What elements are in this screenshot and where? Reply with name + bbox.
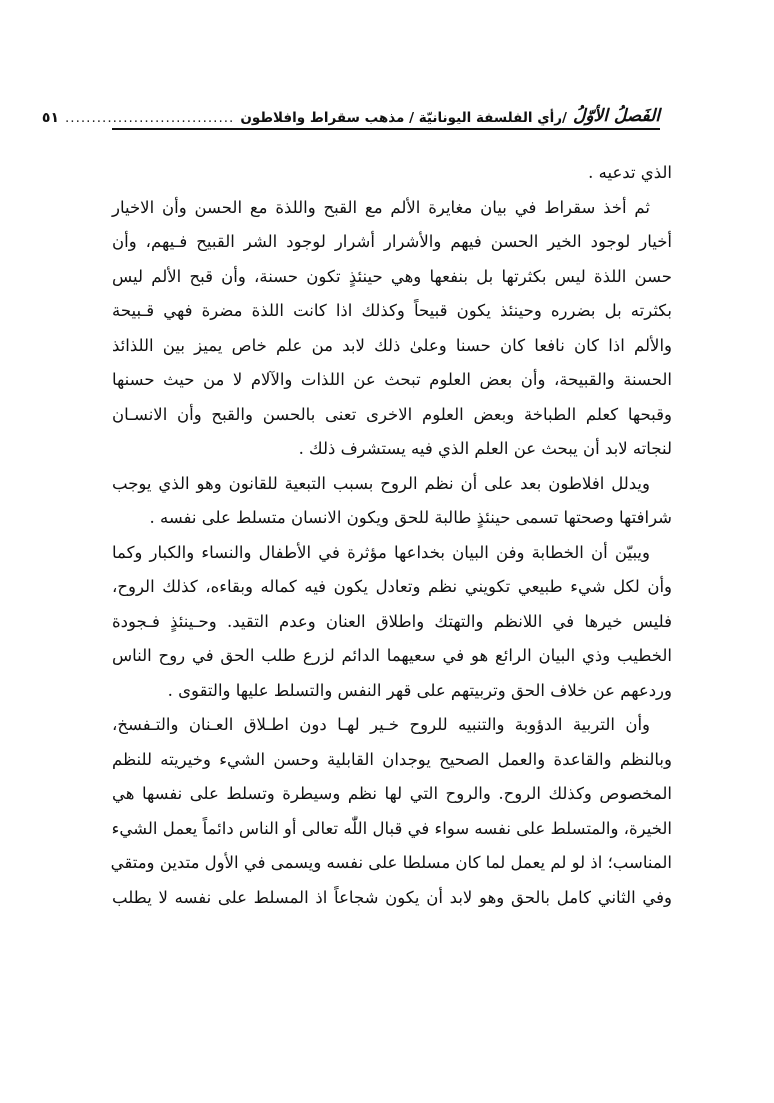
text-line: ويبيّن أن الخطابة وفن البيان بخداعها مؤثرة في الأطفال والنساء والكبار وكما: [112, 542, 650, 562]
text-line: الحسنة والقبيحة، وأن بعض العلوم تبحث عن اللذات والآلام لا من حيث حسنها: [112, 370, 672, 389]
text-line: وبالنظم والقاعدة والعمل الصحيح يوجدان القابلية وحسن الشيء وخيريته للنظم: [112, 749, 672, 769]
text-line: وأن التربية الدؤوبة والتنبيه للروح خـير لهـا دون اطـلاق العـنان والتـفسخ،: [112, 715, 650, 734]
text-line: وقبحها كعلم الطباخة وبعض العلوم الاخرى تعنى بالحسن والقبح وأن الانسـان: [112, 404, 672, 424]
text-line: لنجاته لابد أن يبحث عن العلم الذي فيه يستشرف ذلك .: [298, 439, 672, 458]
text-line: أخيار لوجود الخير الحسن فيهم والأشرار أشرار لوجود الشر القبيح فـيهم، وأن: [112, 232, 672, 251]
running-header: [41, 92, 660, 126]
text-line: شرافتها وصحتها تسمى حينئذٍ طالبة للحق ويكون الانسان متسلط على نفسه .: [149, 508, 672, 527]
text-line: بكثرته بل بضرره وحينئذ يكون قبيحاً وكذلك اذا كانت اللذة مضرة فهي قـبيحة: [112, 301, 672, 320]
header-rule: [112, 128, 660, 130]
text-line: ثم أخذ سقراط في بيان مغايرة الألم مع القبح واللذة مع الحسن وأن الاخيار: [112, 197, 650, 217]
text-line: فليس خيرها في اللانظم والتهتك واطلاق العنان وعدم التقيد. وحـينئذٍ فـجودة: [112, 611, 672, 631]
text-line: وردعهم عن خلاف الحق وتربيتهم على قهر النفس والتسلط عليها والتقوى .: [167, 680, 672, 700]
header-dot-leader: ................................: [65, 110, 235, 126]
text-line: وأن لكل شيء طبيعي تكويني نظم وتعادل يكون فيه كماله وبقاءه، كذلك الروح،: [112, 577, 672, 596]
text-line: وفي الثاني كامل بالحق وهو لابد أن يكون شجاعاً اذ المسلط على نفسه لا يطلب: [112, 887, 672, 907]
text-line: حسن اللذة ليس بكثرتها بل بنفعها وهي حينئذٍ تكون حسنة، وأن قبح الألم ليس: [112, 266, 672, 286]
text-line: الخيرة، والمتسلط على نفسه سواء في قبال اللّٰه تعالى أو الناس دائماً يعمل الشيء: [111, 818, 672, 838]
text-line: الذي تدعيه .: [588, 163, 672, 182]
text-line: المناسب؛ اذ لو لم يعمل لما كان مسلطا على نفسه ويسمى في الأول متدين ومتقي: [110, 853, 672, 872]
text-line: الخطيب وذي البيان الرائع هو في سعيهما الدائم لزرع طلب الحق في روح الناس: [112, 646, 672, 665]
chapter-label: الفَصلُ الأوّلُ: [572, 106, 660, 126]
text-line: المخصوص وكذلك الروح. والروح التي لها نظم وسيطرة وتسلط على نفسها هي: [112, 784, 672, 803]
body-text: [112, 156, 672, 915]
header-title: /رأي الفلسفة اليونانيّة / مذهب سقراط وافلاطون: [240, 110, 567, 126]
page-number: ٥١: [41, 110, 59, 126]
text-line: ويدلل افلاطون بعد على أن نظم الروح بسبب التبعية للقانون وهو الذي يوجب: [112, 473, 650, 493]
text-line: والألم اذا كان نافعا كان حسنا وعلىٰ ذلك لابد من علم خاص يميز بين اللذائذ: [112, 335, 672, 355]
